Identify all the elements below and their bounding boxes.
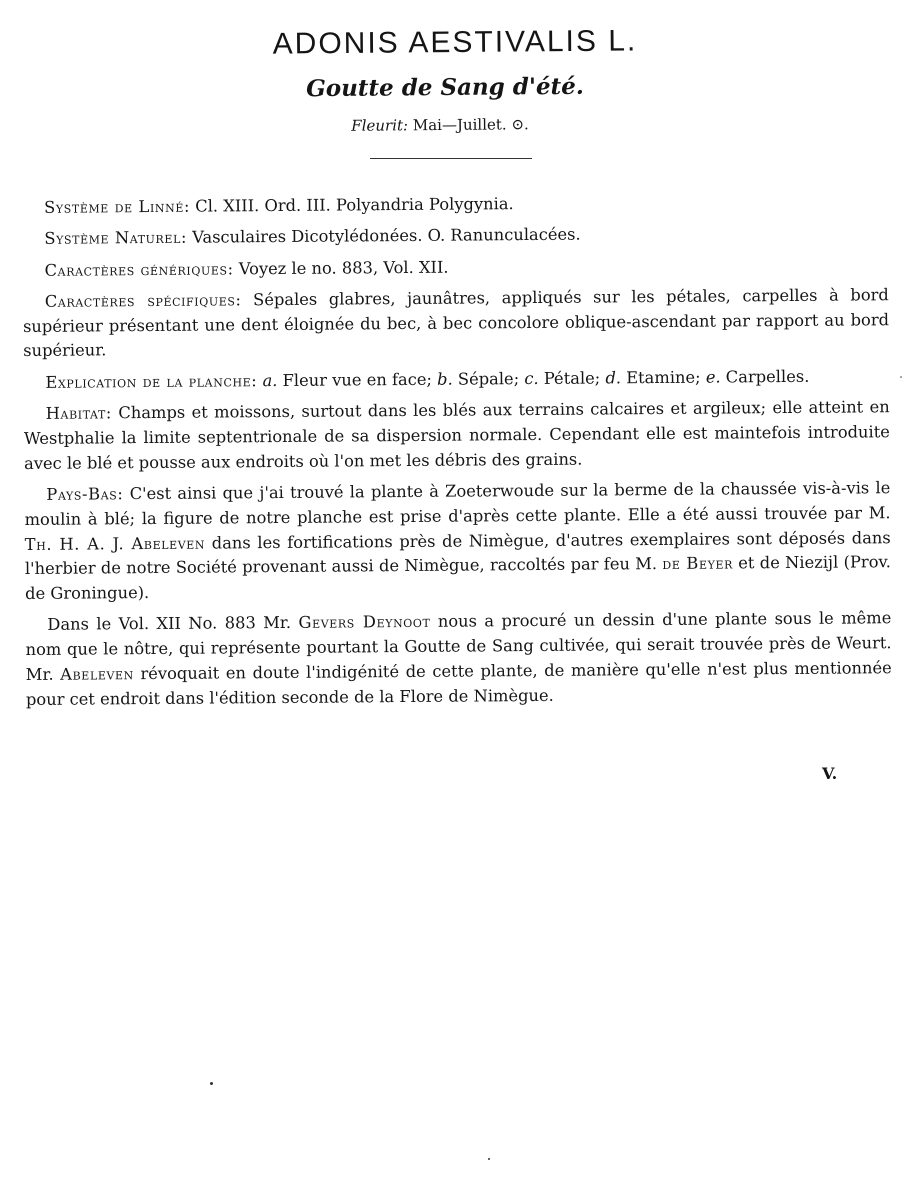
paper-speck [488, 1158, 490, 1160]
section-text: et de Niezijl (Prov. de Groningue). [25, 552, 891, 604]
section-volxii [25, 607, 892, 713]
flowering-label: Fleurit: [351, 116, 409, 135]
section-text: C'est ainsi que j'ai trouvé la plante à Zoeterwoude sur la berme de la chaussée vis-à-vis le moulin à blé; la figure de notre planche est prise d'après cette plante. Elle a été aussi trouvée par M. [24, 478, 891, 529]
section-label: Pays-Bas: [46, 484, 124, 504]
paper-speck [210, 1082, 213, 1085]
section-text: Dans le Vol. XII No. 883 Mr. [47, 613, 299, 635]
section-text: dans les fortifications près de Nimègue, d'autres exemplaires sont déposés dans l'herbier de notre Société provenant aussi de Nimègue, raccoltés par feu M. [24, 527, 891, 579]
author-signature: V. [822, 764, 838, 783]
section-text: nous a procuré un dessin d'une plante sous le même nom que le nôtre, qui représente pourtant la Goutte de Sang cultivée, qui serait trouvée près de Weurt. Mr. [25, 608, 892, 685]
plate-key-d: d. [605, 368, 622, 388]
section-habitat [24, 395, 891, 476]
plate-key-e: e. [705, 367, 721, 387]
document-body [22, 189, 892, 719]
section-text: Vasculaires Dicotylédonées. O. Ranunculacées. [186, 224, 581, 248]
section-text: Champs et moissons, surtout dans les blés aux terrains calcaires et argileux; elle atteint en Westphalie la limite septentrionale de sa dispersion normale. Cependant elle est maintefois introduite avec le blé et pousse aux endroits où l'on met les débris des grains. [23, 397, 890, 473]
person-name: Th. H. A. J. Abeleven [24, 533, 206, 554]
section-generiques [22, 252, 888, 284]
section-label: Système de Linné: [44, 196, 191, 217]
person-name: Gevers Deynoot [298, 612, 431, 633]
plate-text-a: Fleur vue en face; [277, 369, 438, 390]
section-label: Système Naturel: [44, 228, 188, 249]
section-naturel [22, 220, 888, 252]
section-text: Sépales glabres, jaunâtres, appliqués sur les pétales, carpelles à bord supérieur présentant une dent éloignée du bec, à bec concolore oblique-ascendant par rapport au bord supérieur. [22, 285, 890, 361]
page-title: ADONIS AESTIVALIS L. [272, 24, 638, 61]
section-label: Caractères génériques: [44, 258, 234, 280]
plate-key-b: b. [437, 369, 453, 389]
page-subtitle: Goutte de Sang d'été. [306, 72, 584, 103]
plate-key-a: a. [262, 370, 278, 390]
plate-text-d: Etamine; [620, 367, 706, 388]
plate-text-b: Sépale; [452, 368, 525, 389]
plate-text-e: Carpelles. [720, 366, 810, 387]
section-text: Cl. XIII. Ord. III. Polyandria Polygynia. [189, 194, 514, 216]
section-paysbas [24, 476, 891, 607]
section-specifiques [23, 283, 890, 364]
section-label: Habitat: [45, 403, 113, 423]
flowering-value: Mai—Juillet. ⊙. [407, 115, 529, 135]
plate-key-c: c. [524, 368, 539, 388]
section-linne [22, 189, 888, 221]
person-name: Abeleven [60, 664, 134, 684]
flowering-line [0, 112, 880, 138]
title-divider [370, 158, 532, 159]
section-label: Caractères spécifiques: [44, 290, 242, 311]
person-name: de Beyer [662, 553, 734, 574]
plate-text-c: Pétale; [538, 368, 606, 388]
paper-speck [900, 376, 902, 378]
section-label: Explication de la planche: [45, 370, 258, 392]
section-planche [23, 364, 889, 396]
section-text: révoquait en doute l'indigénité de cette plante, de manière qu'elle n'est plus mentionnée pour cet endroit dans l'édition seconde de la Flore de Nimègue. [25, 658, 892, 709]
section-text: Voyez le no. 883, Vol. XII. [233, 257, 449, 278]
